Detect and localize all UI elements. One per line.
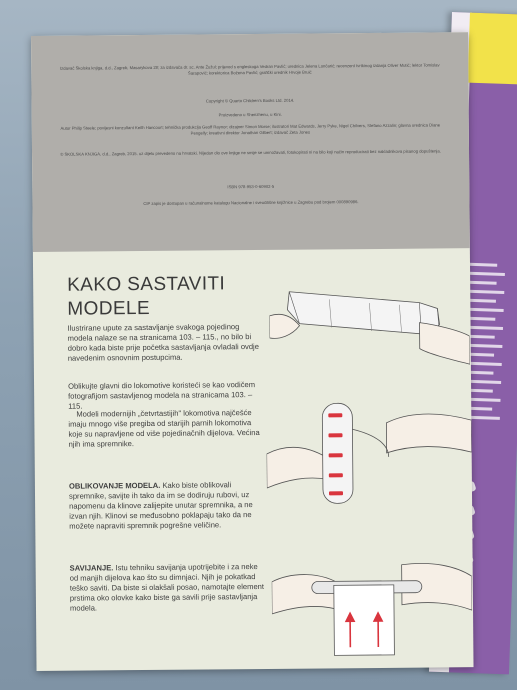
folding-locomotive-illustration xyxy=(269,264,470,376)
credits-isbn: ISBN 978-953-0-60902-5 xyxy=(227,183,275,190)
book-page xyxy=(31,32,474,671)
pencil-rolling-illustration xyxy=(271,540,472,667)
credits-rights: © ŠKOLSKA KNJIGA, d.d., Zagreb, 2015. uz dijelu prevedeno na hrvatski. Nijedan dio ove knjige ne smije se umnožavati, fotokopirati ni na bilo koji način reproducirati bez nakladnikova pisanog dopuštenja. xyxy=(60,148,441,157)
shaping-heading: OBLIKOVANJE MODELA. xyxy=(68,480,161,491)
credits-cip: CIP zapis je dostupan u računalnome katalogu Nacionalne i sveučilišne knjižnice u Zagrebu pod brojem 000890986. xyxy=(143,199,359,207)
credits-publisher: Izdavač Školska knjiga, d.d., Zagreb, Masarykova 28; za izdavača dr. sc. Ante Žužul; prijevod s engleskoga Vedran Pavlić; urednica Jelena Lončarić; recenzent tvrtkinog izdanja Oliver Mutić; lektor Tomislav Šarapović; korektorica Božena Pavlić; grafički urednik Hrvoje Bruić xyxy=(59,62,440,76)
shaping-paragraph xyxy=(69,480,264,532)
credits-authors: Autor Philip Steele; povijesni konzultant Keith Hancourt; tehnička produkcija Geoff Raynor; dizajner Simon Morse; ilustratori Mat Edwards, Jerry Pyke, Nigel Chilvers, Stefano Azzalin; glavna urednica Diane Pengelly; kreativni direktor Jonathan Gilbert; izdavač Zeta Jones xyxy=(60,122,441,136)
models-paragraph: Modeli modernijih „četvrtastijih" lokomotiva najčešće imaju mnogo više pregiba od starijih parnih lokomotiva koje su napravljene od više pojedinačnih dijelova. Većina njih ima spremnike. xyxy=(68,408,260,449)
credits-copyright: Copyright © Quarto Children's Books Ltd. 2014. xyxy=(205,97,295,104)
yellow-corner-block xyxy=(468,13,517,85)
bending-heading: SAVIJANJE. xyxy=(69,563,114,573)
credits-block xyxy=(31,32,470,252)
credits-manufactured: Proizvedeno u Shenzhenu, u Kini. xyxy=(218,111,282,118)
bending-paragraph xyxy=(70,562,265,614)
tank-shaping-illustration xyxy=(266,382,472,514)
bending-body: Istu tehniku savijanja upotrijebite i za neke od manjih dijelova kao što su dimnjaci. Njih je pokatkad teško saviti. Da biste si olakšali posao, namotajte element prstima oko olovke kako biste ga savili prije sastavljanja modela. xyxy=(69,562,265,613)
shape-paragraph: Oblikujte glavni dio lokomotive koristeći se kao vodičem fotografijom sastavljenog modela na stranicama 103. – 115. xyxy=(68,380,256,411)
shaping-body: Kako biste oblikovali spremnike, savijte ih tako da im se dodiruju rubovi, uz napomenu da klinove zalijepite unutar spremnika, a ne izvan njih. Klinovi se međusobno poklapaju tako da ne možete napraviti spremnik pogrešne veličine. xyxy=(68,480,253,531)
page-title: KAKO SASTAVITI MODELE xyxy=(67,273,226,320)
intro-paragraph: Ilustrirane upute za sastavljanje svakoga pojedinog modela nalaze se na stranicama 103. – 115., no bilo bi dobro kada biste prije početka sastavljanja ovladali ovdje navedenim osnovnim postupcima. xyxy=(67,322,259,363)
